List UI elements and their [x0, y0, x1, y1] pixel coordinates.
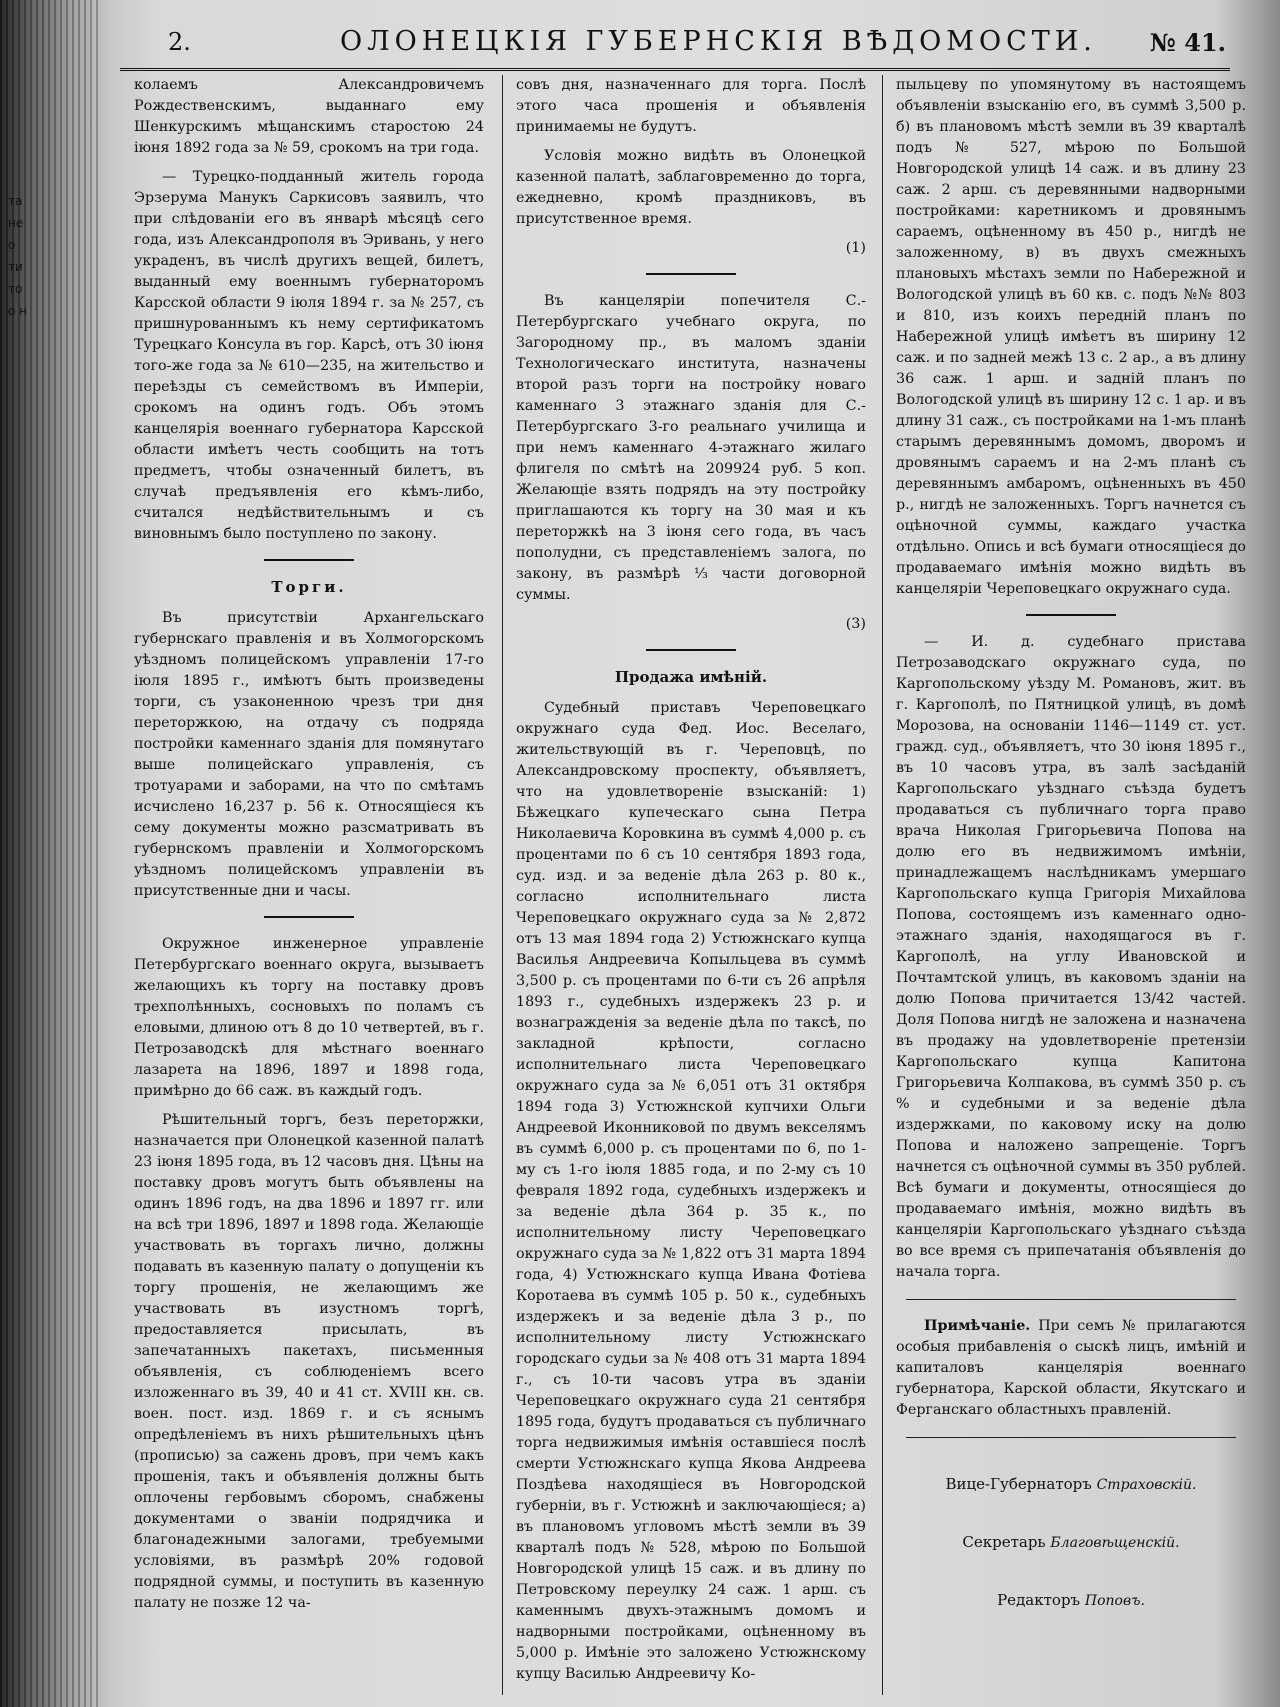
- column-3: [896, 75, 1246, 1695]
- signature-name: Поповъ.: [1084, 1593, 1145, 1609]
- notice-mark: (1): [845, 240, 866, 256]
- section-separator: [646, 273, 736, 275]
- article-paragraph: Въ канцеляріи попечителя С.-Петербургскаго учебнаго округа, по Загородному пр., въ маломъ зданіи Технологическаго института, назначены второй разъ торги на постройку новаго каменнаго 3 этажнаго зданія для С.-Петербургскаго 3-го реальнаго училища и при немъ каменнаго 4-этажнаго жилаго флигеля по смѣтѣ на 209924 руб. 5 коп. Желающіе взять подрядъ на эту постройку приглашаются къ торгу на 30 мая и къ переторжкѣ на 3 іюня сего года, въ часъ пополудни, съ представленіемъ залога, по закону, въ размѣрѣ ⅓ части договорной суммы.: [516, 293, 866, 603]
- masthead: [120, 18, 1230, 71]
- signature-name: Страховскій.: [1096, 1477, 1197, 1493]
- signature-editor: [896, 1590, 1246, 1612]
- issue-number: № 41.: [1149, 28, 1226, 57]
- newspaper-title: ОЛОНЕЦКІЯ ГУБЕРНСКІЯ ВѢДОМОСТИ.: [340, 26, 1097, 57]
- note-label: Примѣчаніе.: [924, 1318, 1031, 1334]
- section-separator: [264, 916, 354, 918]
- section-separator: [264, 559, 354, 561]
- column-divider: [502, 75, 503, 1695]
- article-paragraph: Судебный приставъ Череповецкаго окружнаго суда Фед. Иос. Веселаго, жительствующій въ г. Череповцѣ, по Александровскому проспекту, объявляетъ, что на удовлетвореніе взысканій: 1) Бѣжецкаго купеческаго сына Петра Николаевича Коровкина въ суммѣ 4,000 р. съ процентами по 6 съ 10 сентября 1893 года, суд. изд. и за веденіе дѣла 263 р. 80 к., согласно исполнительнаго листа Череповецкаго окружнаго суда за № 2,872 отъ 13 мая 1894 года 2) Устюжнскаго купца Василья Андреевича Копыльцева въ суммѣ 3,500 р. съ процентами по 6-ти съ 26 апрѣля 1893 г., судебныхъ издержекъ 23 р. и вознагражденія за веденіе дѣла по таксѣ, по закладной крѣпости, согласно исполнительнаго листа Череповецкаго окружнаго суда за № 6,051 отъ 31 октября 1894 года 3) Устюжнской купчихи Ольги Андреевой Иконниковой по двумъ векселямъ въ суммѣ 6,000 р. съ процентами по 6, по 1-му съ 1-го іюля 1885 года, и по 2-му съ 10 февраля 1892 года, судебныхъ издержекъ и за веденіе дѣла 364 р. 35 к., по исполнительному листу Череповецкаго окружнаго суда за № 1,822 отъ 31 марта 1894 года, 4) Устюжнскаго купца Ивана Фотіева Коротаева въ суммѣ 105 р. 50 к., судебныхъ издержекъ и за веденіе дѣла 3 р., по исполнительному листу Устюжнскаго городскаго судьи за № 408 отъ 31 марта 1894 г., съ 10-ти часовъ утра въ зданіи Череповецкаго окружнаго суда 21 сентября 1895 года, будутъ продаваться съ публичнаго торга недвижимыя имѣнія оставшіеся послѣ смерти Устюжнскаго купца Якова Андреева Поздѣева находящіеся въ Новгородской губерніи, въ г. Устюжнѣ и заключающіеся; а) въ плановомъ угловомъ мѣстѣ земли въ 39 кварталѣ подъ № 528, мѣрою по Большой Новгородской улицѣ 15 саж. и въ длину по Петровскому переулку 24 саж. 1 арш. съ каменнымъ двухъ-этажнымъ домомъ и надворными постройками, оцѣненному въ 5,000 р. Имѣніе это заложено Устюжнскому купцу Василью Андреевичу Ко-: [516, 700, 866, 1682]
- section-separator: [906, 1437, 1236, 1438]
- column-2: [516, 75, 866, 1695]
- signature-role: Вице-Губернаторъ: [945, 1475, 1092, 1493]
- column-divider: [882, 75, 883, 1695]
- signature-secretary: [896, 1532, 1246, 1554]
- note-text: При семъ № прилагаются особыя прибавленія о сыскѣ лицъ, имѣній и капиталовъ канцелярія военнаго губернатора, Карской области, Якутскаго и Ферганскаго областныхъ правленій.: [896, 1318, 1246, 1418]
- section-separator: [906, 1299, 1236, 1300]
- text-columns: [120, 75, 1246, 1695]
- signature-vice-governor: [896, 1474, 1246, 1496]
- section-heading-prodazha: Продажа имѣній.: [614, 668, 768, 686]
- article-paragraph: колаемъ Александровичемъ Рождественскимъ, выданнаго ему Шенкурскимъ мѣщанскимъ старостою 24 іюня 1892 года за № 59, срокомъ на три года.: [134, 77, 484, 156]
- notice-mark: (3): [845, 616, 866, 632]
- article-paragraph: — И. д. судебнаго пристава Петрозаводскаго окружнаго суда, по Каргопольскому уѣзду М. Романовъ, жит. въ г. Каргополѣ, по Пятницкой улицѣ, въ домѣ Морозова, на основаніи 1146—1149 ст. уст. гражд. суд., объявляетъ, что 30 іюня 1895 г., въ 10 часовъ утра, въ залѣ засѣданій Каргопольскаго уѣзднаго съѣзда будетъ продаваться съ публичнаго торга право врача Николая Григорьевича Попова на долю его въ недвижимомъ имѣніи, принадлежащемъ наслѣдникамъ умершаго Каргопольскаго купца Григорія Михайлова Попова, состоящемъ изъ каменнаго одно-этажнаго зданія, находящагося въ г. Каргополѣ, на углу Ивановской и Почтамтской улицъ, въ каковомъ зданіи на долю Попова причитается 13/42 частей. Доля Попова нигдѣ не заложена и назначена въ продажу на удовлетвореніе претензіи Каргопольскаго купца Капитона Григорьевича Колпакова, въ суммѣ 350 р. съ % и судебными и за веденіе дѣла издержками, по каковому иску на долю Попова и наложено запрещеніе. Торгъ начнется съ оцѣночной суммы въ 350 рублей. Всѣ бумаги и документы, относящіеся до продаваемаго имѣнія, можно видѣть въ канцеляріи Каргопольскаго уѣзднаго съѣзда во все время съ припечатанія объявленія до начала торга.: [896, 634, 1246, 1280]
- article-paragraph: Окружное инженерное управленіе Петербургскаго военнаго округа, вызываетъ желающихъ къ торгу на поставку дровъ трехполѣнныхъ, сосновыхъ по поламъ съ еловыми, длиною отъ 8 до 10 четвертей, въ г. Петрозаводскѣ для мѣстнаго военнаго лазарета на 1896, 1897 и 1898 года, примѣрно до 66 саж. въ каждый годъ.: [134, 936, 484, 1099]
- signature-name: Благовѣщенскій.: [1050, 1535, 1180, 1551]
- article-paragraph: Условія можно видѣть въ Олонецкой казенной палатѣ, заблаговременно до торга, ежедневно, кромѣ праздниковъ, въ присутственное время.: [516, 148, 866, 227]
- note-paragraph: [896, 1316, 1246, 1421]
- book-binding-edge: [0, 0, 100, 1707]
- article-paragraph: пыльцеву по упомянутому въ настоящемъ объявленіи взысканію его, въ суммѣ 3,500 р. б) въ плановомъ мѣстѣ земли въ 39 кварталѣ подъ № 527, мѣрою по Большой Новгородской улицѣ 14 саж. и въ длину 23 саж. 2 арш. съ деревянными надворными постройками: каретникомъ и дровянымъ сараемъ, оцѣненному въ 450 р., нигдѣ не заложенному, в) въ двухъ смежныхъ плановыхъ мѣстахъ земли по Набережной и Вологодской улицѣ въ 60 кв. с. подъ №№ 803 и 810, изъ коихъ передній планъ по Набережной улицѣ имѣетъ въ ширину 12 саж. и по задней межѣ 13 с. 2 ар., а въ длину 36 саж. 1 арш. и задній планъ по Вологодской улицѣ въ ширину 12 с. 1 ар. и въ длину 31 саж., съ постройками на 1-мъ планѣ старымъ деревяннымъ домомъ, дворомъ и дровянымъ сараемъ и на 2-мъ планѣ съ деревяннымъ амбаромъ, оцѣненныхъ въ 450 р., нигдѣ не заложенныхъ. Торгъ начнется съ оцѣночной суммы, каждаго участка отдѣльно. Опись и всѣ бумаги относящіеся до продаваемаго имѣнія можно видѣть въ канцеляріи Череповецкаго окружнаго суда.: [896, 77, 1246, 597]
- section-separator: [1026, 614, 1116, 616]
- article-paragraph: Въ присутствіи Архангельскаго губернскаго правленія и въ Холмогорскомъ уѣздномъ полицейскомъ управленіи 17-го іюля 1895 г., имѣютъ быть произведены торги, съ узаконенною чрезъ три дня переторжкою, на отдачу съ подряда постройки каменнаго зданія для помянутаго выше полицейскаго управленія, съ тротуарами и заборами, на что по смѣтамъ исчислено 16,237 р. 56 к. Относящіеся къ сему документы можно разсматривать въ губернскомъ правленіи и Холмогорскомъ уѣздномъ полицейскомъ управленіи въ присутственные дни и часы.: [134, 610, 484, 899]
- signature-role: Редакторъ: [997, 1591, 1081, 1609]
- newspaper-page: [120, 18, 1246, 1698]
- section-heading-torgi: Торги.: [271, 578, 347, 596]
- article-paragraph: совъ дня, назначеннаго для торга. Послѣ этого часа прошенія и объявленія принимаемы не будутъ.: [516, 77, 866, 135]
- section-separator: [646, 649, 736, 651]
- column-1: [134, 75, 484, 1695]
- article-paragraph: — Турецко-подданный житель города Эрзерума Манукъ Саркисовъ заявилъ, что при слѣдованіи его въ январѣ мѣсяцѣ сего года, изъ Александрополя въ Эривань, у него украденъ, въ числѣ другихъ вещей, билетъ, выданный ему военнымъ губернаторомъ Карсской области 9 іюля 1894 г. за № 257, съ пришнурованнымъ къ нему сертификатомъ Турецкаго Консула въ гор. Карсѣ, отъ 30 іюня того-же года за № 610—235, на жительство и переѣзды съ семействомъ въ Имперіи, срокомъ на одинъ годъ. Объ этомъ канцелярія военнаго губернатора Карсской области имѣетъ честь сообщить на тотъ предметъ, чтобы означенный билетъ, въ случаѣ предъявленія его кѣмъ-либо, считался недѣйствительнымъ и съ виновнымъ было поступлено по закону.: [134, 169, 484, 542]
- article-paragraph: Рѣшительный торгъ, безъ переторжки, назначается при Олонецкой казенной палатѣ 23 іюня 1895 года, въ 12 часовъ дня. Цѣны на поставку дровъ могутъ быть объявлены на одинъ 1896 годъ, на два 1896 и 1897 гг. или на всѣ три 1896, 1897 и 1898 года. Желающіе участвовать въ торгахъ лично, должны подавать въ казенную палату о допущеніи къ торгу прошенія, не желающимъ же участвовать въ изустномъ торгѣ, предоставляется присылать, въ запечатанныхъ пакетахъ, письменныя объявленія, съ соблюденіемъ всего изложеннаго въ 39, 40 и 41 ст. XVIII кн. св. воен. пост. изд. 1869 г. и съ яснымъ опредѣленіемъ въ нихъ рѣшительныхъ цѣнъ (прописью) за сажень дровъ, при чемъ какъ прошенія, такъ и объявленія должны быть оплочены гербовымъ сборомъ, снабжены документами о званіи подрядчика и благонадежными залогами, требуемыми условіями, въ размѣрѣ 20% годовой подрядной суммы, и поступить въ казенную палату не позже 12 ча-: [134, 1112, 484, 1611]
- signature-role: Секретарь: [962, 1533, 1046, 1551]
- page-number: 2.: [168, 28, 191, 56]
- binding-margin-text: та не о ти то о н: [8, 194, 28, 318]
